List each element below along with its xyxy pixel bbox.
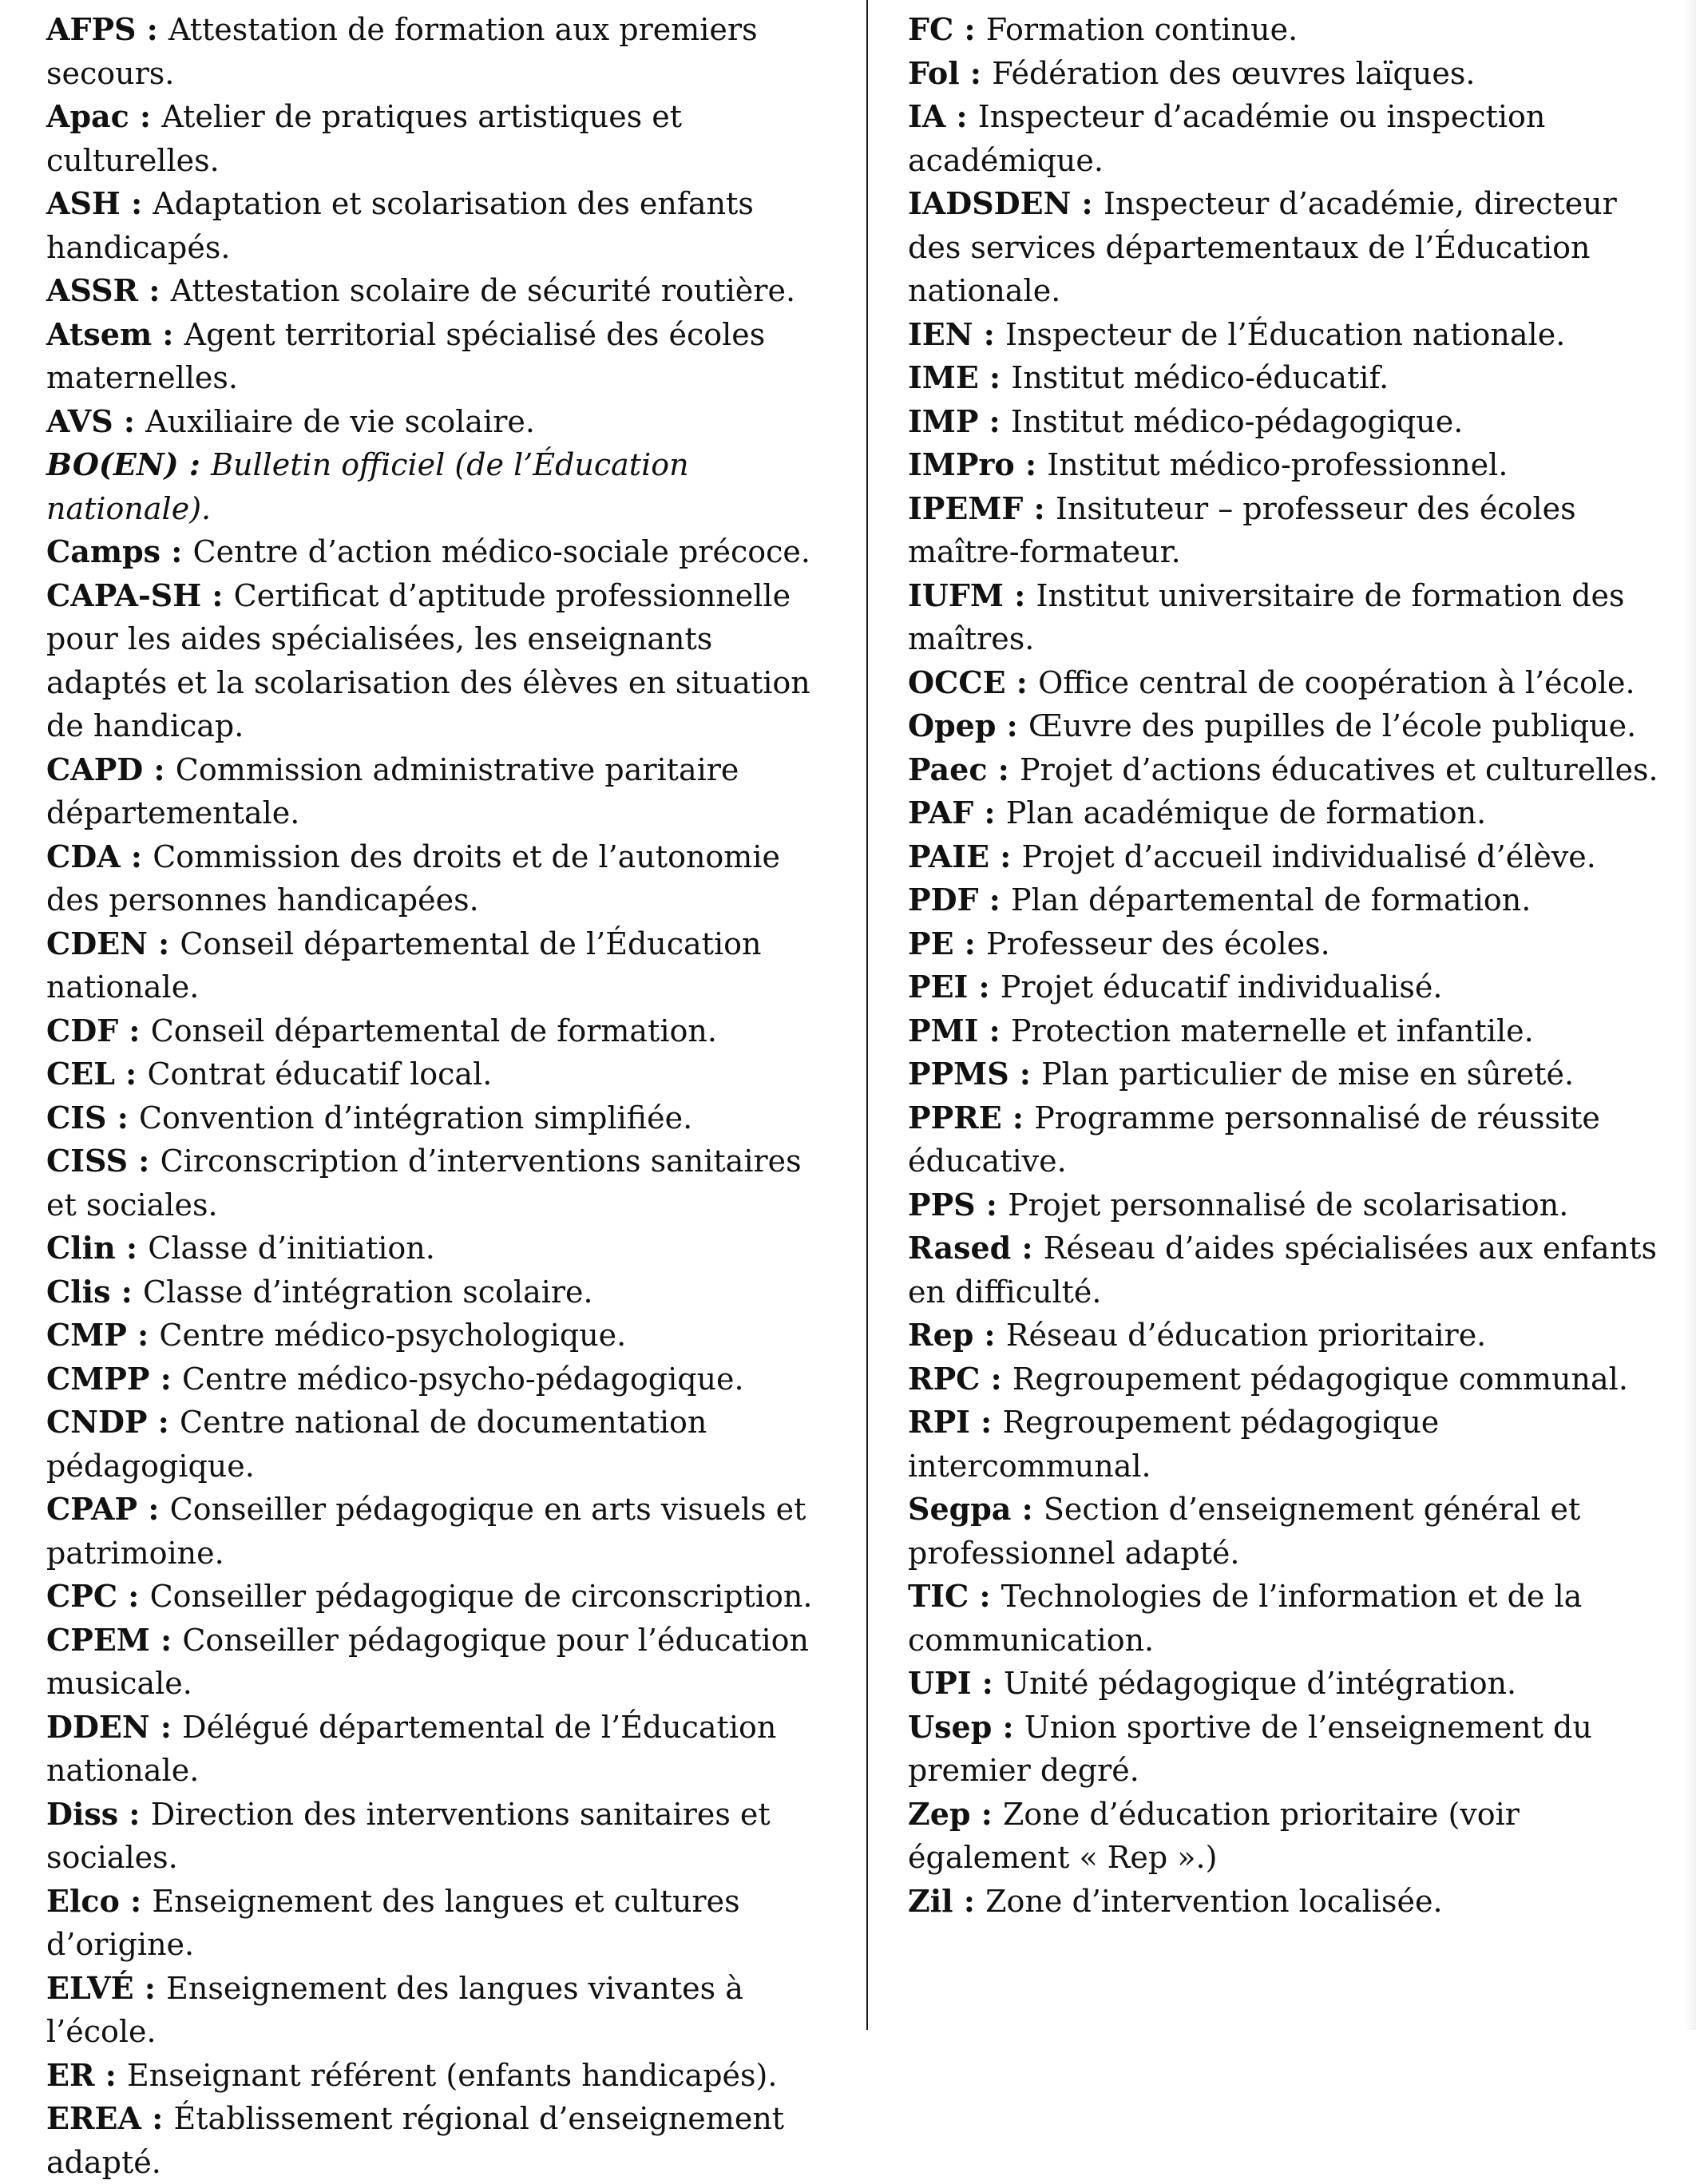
entry-abbreviation: Camps <box>46 533 161 569</box>
entry-abbreviation: IEN <box>908 315 973 352</box>
entry-abbreviation: Apac <box>46 98 129 134</box>
glossary-entry <box>46 400 837 444</box>
entry-abbreviation: CDEN <box>46 925 148 961</box>
entry-definition: Regroupement pédagogique intercommunal. <box>908 1405 1440 1484</box>
glossary-entry <box>908 748 1674 792</box>
entry-abbreviation: CMPP <box>46 1360 150 1397</box>
entry-separator: : <box>987 751 1020 787</box>
glossary-entry <box>908 1358 1674 1401</box>
glossary-entry <box>46 182 837 269</box>
entry-separator: : <box>147 925 180 961</box>
entry-definition: Circonscription d’interventions sanitaires et sociales. <box>46 1144 802 1223</box>
entry-abbreviation: CEL <box>46 1056 115 1092</box>
entry-definition: Programme personnalisé de réussite éducative. <box>908 1100 1600 1179</box>
entry-abbreviation: CAPD <box>46 751 144 787</box>
entry-definition: Centre médico-psychologique. <box>159 1318 627 1353</box>
glossary-column-left <box>46 8 837 2184</box>
glossary-entry <box>46 1706 837 1793</box>
entry-separator: : <box>989 838 1022 874</box>
entry-definition: Formation continue. <box>985 12 1298 47</box>
glossary-entry <box>908 835 1674 879</box>
entry-separator: : <box>953 11 986 47</box>
glossary-entry <box>908 1880 1674 1924</box>
entry-abbreviation: PE <box>908 925 954 961</box>
entry-abbreviation: CDA <box>46 838 121 874</box>
glossary-entry <box>908 1096 1674 1183</box>
entry-abbreviation: CNDP <box>46 1404 148 1440</box>
entry-separator: : <box>978 882 1012 918</box>
glossary-entry <box>908 443 1674 487</box>
entry-definition: Certificat d’aptitude professionnelle pour les aides spécialisées, les enseignants adaptés et la scolarisation des élèves en situation de handicap. <box>46 577 810 743</box>
glossary-entry <box>908 1662 1674 1706</box>
entry-definition: Plan académique de formation. <box>1005 795 1487 830</box>
entry-separator: : <box>969 1404 1003 1440</box>
entry-abbreviation: RPC <box>908 1360 981 1397</box>
entry-definition: Bulletin officiel (de l’Éducation nationale). <box>46 447 689 526</box>
glossary-entry <box>46 1358 837 1401</box>
glossary-entry <box>908 1052 1674 1096</box>
entry-definition: Conseiller pédagogique de circonscription. <box>149 1579 813 1614</box>
entry-separator: : <box>136 11 168 47</box>
entry-definition: Unité pédagogique d’intégration. <box>1004 1666 1517 1701</box>
entry-separator: : <box>978 1012 1011 1048</box>
entry-abbreviation: CAPA-SH <box>46 577 202 613</box>
entry-separator: : <box>1014 446 1048 482</box>
entry-separator: : <box>178 446 212 482</box>
entry-definition: Commission des droits et de l’autonomie des personnes handicapées. <box>46 838 780 918</box>
entry-abbreviation: AFPS <box>46 11 137 47</box>
entry-separator: : <box>94 2056 128 2093</box>
glossary-entry <box>908 1009 1674 1053</box>
entry-separator: : <box>1001 1099 1035 1136</box>
glossary-entry <box>908 95 1674 182</box>
entry-definition: Institut médico-éducatif. <box>1011 360 1389 395</box>
entry-abbreviation: Elco <box>46 1882 120 1919</box>
entry-separator: : <box>113 402 146 439</box>
entry-separator: : <box>971 1665 1004 1701</box>
glossary-entry <box>908 1488 1674 1575</box>
entry-abbreviation: OCCE <box>908 664 1006 700</box>
glossary-entry <box>46 1314 837 1358</box>
glossary-entry <box>908 1706 1674 1793</box>
entry-definition: Professeur des écoles. <box>986 926 1330 961</box>
entry-abbreviation: CISS <box>46 1143 129 1179</box>
glossary-list-right <box>908 8 1674 1923</box>
entry-abbreviation: IMP <box>908 402 979 439</box>
entry-abbreviation: Clin <box>46 1230 116 1266</box>
glossary-entry <box>908 1793 1674 1880</box>
glossary-entry <box>46 1967 837 2054</box>
entry-abbreviation: ELVÉ <box>46 1969 134 2006</box>
entry-separator: : <box>973 1317 1006 1353</box>
entry-definition: Enseignant référent (enfants handicapés). <box>127 2057 778 2093</box>
entry-definition: Union sportive de l’enseignement du premier degré. <box>908 1709 1592 1788</box>
column-divider <box>866 0 868 2030</box>
glossary-entry <box>908 1575 1674 1662</box>
entry-definition: Centre d’action médico-sociale précoce. <box>192 534 810 569</box>
glossary-entry <box>46 1270 837 1314</box>
entry-separator: : <box>953 1882 986 1919</box>
glossary-entry <box>46 1619 837 1706</box>
entry-abbreviation: Rased <box>908 1230 1012 1266</box>
entry-abbreviation: IADSDEN <box>908 185 1072 221</box>
entry-separator: : <box>120 838 153 874</box>
entry-definition: Projet éducatif individualisé. <box>1000 969 1443 1005</box>
entry-definition: Classe d’intégration scolaire. <box>143 1274 593 1310</box>
entry-abbreviation: Atsem <box>46 315 153 352</box>
entry-abbreviation: IA <box>908 98 946 134</box>
entry-separator: : <box>978 359 1012 395</box>
entry-abbreviation: CIS <box>46 1099 107 1136</box>
glossary-entry <box>908 1183 1674 1227</box>
entry-separator: : <box>119 1882 153 1919</box>
entry-definition: Insituteur – professeur des écoles maître-formateur. <box>908 490 1576 569</box>
entry-definition: Auxiliaire de vie scolaire. <box>145 403 535 439</box>
entry-abbreviation: CPC <box>46 1578 118 1614</box>
glossary-entry <box>908 182 1674 313</box>
entry-definition: Inspecteur d’académie, directeur des services départementaux de l’Éducation nationale. <box>908 186 1617 308</box>
glossary-entry <box>908 52 1674 96</box>
entry-separator: : <box>110 1273 144 1310</box>
entry-separator: : <box>1023 490 1056 526</box>
entry-abbreviation: PAF <box>908 795 974 830</box>
entry-definition: Attestation scolaire de sécurité routière. <box>170 273 796 308</box>
entry-definition: Office central de coopération à l’école. <box>1038 664 1635 700</box>
entry-separator: : <box>996 708 1028 743</box>
entry-abbreviation: IMPro <box>908 446 1015 482</box>
entry-abbreviation: DDEN <box>46 1708 150 1745</box>
entry-separator: : <box>975 1186 1008 1223</box>
glossary-list-left <box>46 8 837 2184</box>
glossary-entry <box>46 2054 837 2098</box>
entry-abbreviation: Usep <box>908 1708 993 1745</box>
entry-separator: : <box>969 1578 1001 1614</box>
entry-separator: : <box>945 98 978 134</box>
entry-separator: : <box>147 1404 180 1440</box>
entry-separator: : <box>1071 185 1104 221</box>
entry-separator: : <box>160 533 193 569</box>
entry-abbreviation: EREA <box>46 2100 141 2136</box>
glossary-entry <box>908 313 1674 357</box>
glossary-entry <box>908 878 1674 922</box>
entry-abbreviation: UPI <box>908 1665 972 1701</box>
glossary-entry <box>908 1227 1674 1314</box>
entry-definition: Convention d’intégration simplifiée. <box>138 1100 693 1136</box>
entry-separator: : <box>968 969 1001 1005</box>
glossary-entry <box>46 1009 837 1053</box>
entry-abbreviation: PMI <box>908 1012 979 1048</box>
entry-separator: : <box>973 795 1006 830</box>
entry-abbreviation: Rep <box>908 1317 974 1353</box>
entry-separator: : <box>1005 664 1039 700</box>
entry-definition: Enseignement des langues et cultures d’origine. <box>46 1883 740 1962</box>
entry-separator: : <box>152 315 184 352</box>
entry-separator: : <box>973 315 1005 352</box>
glossary-entry <box>46 1793 837 1880</box>
entry-definition: Contrat éducatif local. <box>147 1056 493 1092</box>
entry-separator: : <box>959 54 993 91</box>
entry-abbreviation: Diss <box>46 1795 119 1832</box>
entry-abbreviation: PAIE <box>908 838 990 874</box>
entry-separator: : <box>149 1621 183 1658</box>
glossary-entry <box>46 1401 837 1488</box>
entry-definition: Fédération des œuvres laïques. <box>992 55 1476 91</box>
entry-definition: Projet personnalisé de scolarisation. <box>1008 1187 1569 1223</box>
entry-abbreviation: PEI <box>908 969 969 1005</box>
entry-separator: : <box>138 272 171 308</box>
entry-separator: : <box>126 1317 160 1353</box>
entry-separator: : <box>1011 1491 1044 1527</box>
entry-separator: : <box>133 1969 167 2006</box>
entry-definition: Adaptation et scolarisation des enfants handicapés. <box>46 186 754 265</box>
glossary-entry <box>908 965 1674 1009</box>
glossary-entry <box>46 1880 837 1967</box>
entry-definition: Réseau d’éducation prioritaire. <box>1005 1318 1487 1353</box>
entry-definition: Agent territorial spécialisé des écoles maternelles. <box>46 316 766 395</box>
entry-abbreviation: CPEM <box>46 1621 150 1658</box>
glossary-entry <box>46 922 837 1009</box>
entry-definition: Conseiller pédagogique pour l’éducation musicale. <box>46 1622 809 1701</box>
entry-definition: Projet d’actions éducatives et culturelles. <box>1020 751 1658 787</box>
glossary-entry <box>46 1140 837 1227</box>
entry-abbreviation: BO(EN) <box>46 446 179 482</box>
entry-definition: Projet d’accueil individualisé d’élève. <box>1021 838 1596 874</box>
entry-separator: : <box>129 98 162 134</box>
entry-separator: : <box>1011 1230 1044 1266</box>
glossary-entry <box>908 356 1674 400</box>
entry-separator: : <box>978 402 1011 439</box>
glossary-entry <box>46 2097 837 2184</box>
entry-separator: : <box>141 2100 174 2136</box>
glossary-entry <box>908 704 1674 748</box>
glossary-entry <box>46 8 837 95</box>
entry-abbreviation: PPMS <box>908 1056 1009 1092</box>
glossary-entry <box>908 661 1674 705</box>
glossary-entry <box>46 269 837 313</box>
entry-abbreviation: Clis <box>46 1273 111 1310</box>
glossary-entry <box>908 791 1674 835</box>
glossary-column-right <box>908 8 1674 1923</box>
glossary-entry <box>908 574 1674 661</box>
entry-separator: : <box>992 1708 1024 1745</box>
entry-definition: Attestation de formation aux premiers secours. <box>46 12 758 91</box>
entry-definition: Atelier de pratiques artistiques et culturelles. <box>46 99 683 178</box>
entry-abbreviation: Zil <box>908 1882 953 1919</box>
entry-definition: Conseil départemental de formation. <box>150 1013 717 1048</box>
glossary-entry <box>908 922 1674 966</box>
glossary-entry <box>46 748 837 835</box>
entry-separator: : <box>980 1360 1012 1397</box>
glossary-entry <box>908 8 1674 52</box>
entry-definition: Protection maternelle et infantile. <box>1010 1013 1534 1048</box>
entry-definition: Plan particulier de mise en sûreté. <box>1041 1056 1575 1092</box>
entry-abbreviation: TIC <box>908 1578 969 1614</box>
glossary-entry <box>46 1488 837 1575</box>
entry-definition: Conseiller pédagogique en arts visuels et patrimoine. <box>46 1492 806 1571</box>
entry-separator: : <box>149 1708 183 1745</box>
entry-abbreviation: Fol <box>908 54 960 91</box>
glossary-entry <box>908 1314 1674 1358</box>
entry-definition: Institut médico-pédagogique. <box>1010 403 1464 439</box>
entry-abbreviation: CDF <box>46 1012 119 1048</box>
glossary-entry <box>908 400 1674 444</box>
entry-separator: : <box>114 1056 148 1092</box>
entry-definition: Inspecteur d’académie ou inspection académique. <box>908 99 1546 178</box>
entry-abbreviation: AVS <box>46 402 113 439</box>
glossary-entry <box>46 1052 837 1096</box>
entry-abbreviation: ASSR <box>46 272 139 308</box>
entry-separator: : <box>106 1099 139 1136</box>
glossary-entry <box>46 574 837 748</box>
glossary-entry <box>908 487 1674 574</box>
entry-separator: : <box>1008 1056 1042 1092</box>
entry-abbreviation: IME <box>908 359 979 395</box>
entry-separator: : <box>953 925 987 961</box>
glossary-entry <box>46 95 837 182</box>
entry-abbreviation: Paec <box>908 751 988 787</box>
entry-definition: Zone d’éducation prioritaire (voir également « Rep ».) <box>908 1796 1520 1875</box>
entry-abbreviation: Opep <box>908 708 997 743</box>
entry-definition: Classe d’initiation. <box>148 1231 435 1266</box>
entry-definition: Direction des interventions sanitaires et sociales. <box>46 1796 771 1875</box>
entry-abbreviation: CPAP <box>46 1491 138 1527</box>
entry-abbreviation: PPS <box>908 1186 976 1223</box>
entry-definition: Délégué départemental de l’Éducation nationale. <box>46 1709 777 1788</box>
entry-definition: Zone d’intervention localisée. <box>985 1883 1443 1919</box>
entry-separator: : <box>118 1795 151 1832</box>
entry-abbreviation: IPEMF <box>908 490 1024 526</box>
entry-separator: : <box>143 751 176 787</box>
page-edge <box>1685 0 1696 2030</box>
entry-abbreviation: PPRE <box>908 1099 1002 1136</box>
entry-separator: : <box>128 1143 160 1179</box>
entry-abbreviation: IUFM <box>908 577 1004 613</box>
entry-definition: Regroupement pédagogique communal. <box>1012 1361 1628 1397</box>
glossary-entry <box>46 1096 837 1140</box>
glossary-entry <box>908 1401 1674 1488</box>
entry-separator: : <box>120 185 153 221</box>
entry-definition: Institut universitaire de formation des maîtres. <box>908 577 1625 656</box>
entry-definition: Réseau d’aides spécialisées aux enfants en difficulté. <box>908 1231 1657 1310</box>
entry-separator: : <box>970 1795 1003 1832</box>
entry-definition: Établissement régional d’enseignement adapté. <box>46 2101 785 2180</box>
glossary-entry <box>46 313 837 400</box>
entry-definition: Commission administrative paritaire départementale. <box>46 751 739 830</box>
entry-abbreviation: ASH <box>46 185 121 221</box>
entry-abbreviation: ER <box>46 2056 95 2093</box>
entry-abbreviation: Zep <box>908 1795 971 1832</box>
entry-definition: Centre médico-psycho-pédagogique. <box>181 1361 744 1397</box>
entry-definition: Technologies de l’information et de la communication. <box>908 1579 1583 1658</box>
entry-abbreviation: Segpa <box>908 1491 1012 1527</box>
entry-abbreviation: FC <box>908 11 954 47</box>
entry-abbreviation: RPI <box>908 1404 970 1440</box>
entry-definition: Conseil départemental de l’Éducation nationale. <box>46 926 762 1005</box>
glossary-entry <box>46 1575 837 1619</box>
entry-definition: Section d’enseignement général et professionnel adapté. <box>908 1492 1581 1571</box>
glossary-entry <box>46 443 837 530</box>
glossary-entry <box>46 530 837 574</box>
entry-definition: Inspecteur de l’Éducation nationale. <box>1005 316 1566 352</box>
entry-separator: : <box>137 1491 170 1527</box>
entry-separator: : <box>118 1012 151 1048</box>
entry-definition: Œuvre des pupilles de l’école publique. <box>1028 708 1637 743</box>
entry-separator: : <box>115 1230 149 1266</box>
glossary-entry <box>46 835 837 922</box>
entry-separator: : <box>1003 577 1036 613</box>
entry-definition: Centre national de documentation pédagogique. <box>46 1405 707 1484</box>
entry-separator: : <box>149 1360 182 1397</box>
entry-abbreviation: PDF <box>908 882 979 918</box>
entry-abbreviation: CMP <box>46 1317 127 1353</box>
entry-separator: : <box>117 1578 150 1614</box>
glossary-entry <box>46 1227 837 1270</box>
entry-separator: : <box>201 577 234 613</box>
entry-definition: Institut médico-professionnel. <box>1047 447 1508 482</box>
entry-definition: Enseignement des langues vivantes à l’école. <box>46 1970 743 2049</box>
entry-definition: Plan départemental de formation. <box>1011 882 1532 918</box>
